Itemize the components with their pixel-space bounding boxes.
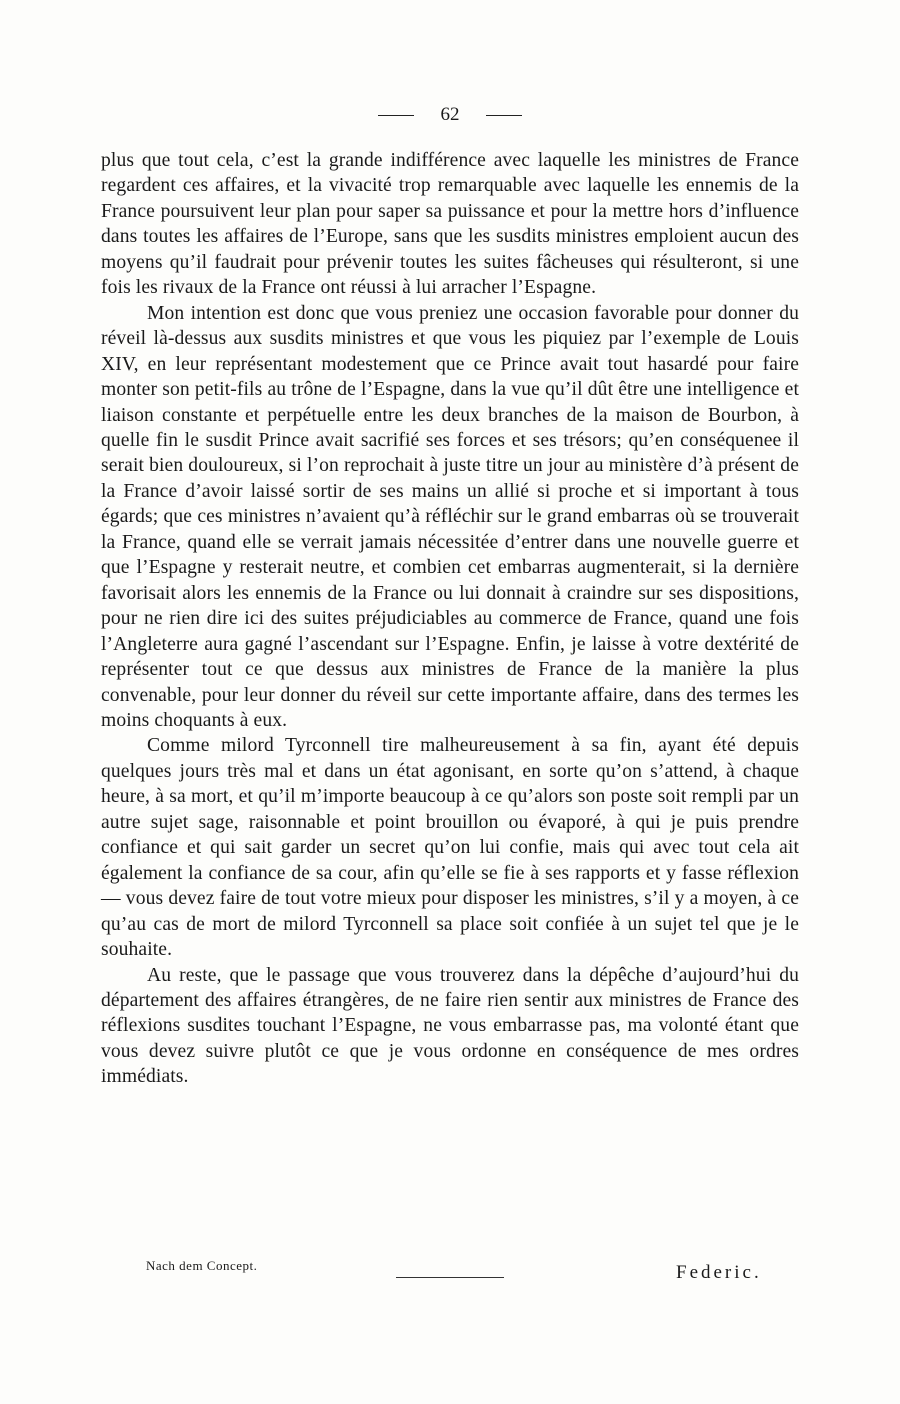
signature: Federic. (676, 1262, 762, 1283)
letter-body (101, 148, 799, 1090)
paragraph: Comme milord Tyrconnell tire malheureusement à sa fin, ayant été depuis quelques jours très mal et dans un état agonisant, en sorte qu’on s’attend, à chaque heure, à sa mort, et qu’il m’importe beaucoup à ce qu’alors son poste soit rempli par un autre sujet sage, raisonnable et point brouillon ou évaporé, à qui je puis prendre confiance et qui sait garder un secret qu’on lui confie, mais qui avec tout cela ait également la confiance de sa cour, afin qu’elle se fie à ses rapports et y fasse réflexion — vous devez faire de tout votre mieux pour disposer les ministres, s’il y a moyen, à ce qu’au cas de mort de milord Tyrconnell sa place soit confiée à un sujet tel que je le souhaite. (101, 735, 799, 961)
closing-rule (396, 1277, 504, 1278)
paragraph: Au reste, que le passage que vous trouverez dans la dépêche d’aujourd’hui du département des affaires étrangères, de ne faire rien sentir aux ministres de France des réflexions susdites touchant l’Espagne, ne vous embarrasse pas, ma volonté étant que vous devez suivre plutôt ce que je vous ordonne en conséquence de mes ordres immédiats. (101, 964, 799, 1088)
page-header (0, 100, 900, 130)
paragraph-continuation: plus que tout cela, c’est la grande indifférence avec laquelle les ministres de France regardent ces affaires, et la vivacité trop remarquable avec laquelle les ennemis de la France poursuivent leur plan pour saper sa puissance et pour la mettre hors d’influence dans toutes les affaires de l’Europe, sans que les susdits ministres emploient aucun des moyens qu’il faudrait pour prévenir toutes les suites fâcheuses qui résulteront, si une fois les rivaux de la France ont réussi à lui arracher l’Espagne. (101, 150, 799, 299)
paragraph: Mon intention est donc que vous preniez une occasion favorable pour donner du réveil là-dessus aux susdits ministres et que vous les piquiez par l’exemple de Louis XIV, en leur représentant modestement que ce Prince avait tout hasardé pour faire monter son petit-fils au trône de l’Espagne, dans la vue qu’il dût être une intelligence et liaison constante et perpétuelle entre les deux branches de la maison de Bourbon, à quelle fin le susdit Prince avait sacrifié ses forces et ses trésors; qu’en conséquenee il serait bien douloureux, si l’on reprochait à juste titre un jour au ministère d’à présent de la France d’avoir laissé sortir de ses mains un allié si proche et si important à tous égards; que ces ministres n’avaient qu’à réfléchir sur le grand embarras où se trouverait la France, quand elle se verrait jamais nécessitée d’entrer dans une nouvelle guerre et que l’Espagne y resterait neutre, et combien cet embarras augmenterait, si la dernière favorisait alors les ennemis de la France ou lui donnait à craindre sur ses dispositions, pour ne rien dire ici des suites préjudiciables au commerce de France, quand une fois l’Angleterre aura gagné l’ascendant sur l’Espagne. Enfin, je laisse à votre dextérité de représenter tout ce que dessus aux ministres de France de la manière la plus convenable, pour leur donner du réveil sur cette importante affaire, dans des termes les moins choquants à eux. (101, 302, 799, 731)
header-rule-right (486, 115, 522, 116)
source-note: Nach dem Concept. (146, 1258, 258, 1273)
page-footer (0, 1256, 900, 1296)
header-rule-left (378, 115, 414, 116)
page-number: 62 (440, 104, 460, 125)
